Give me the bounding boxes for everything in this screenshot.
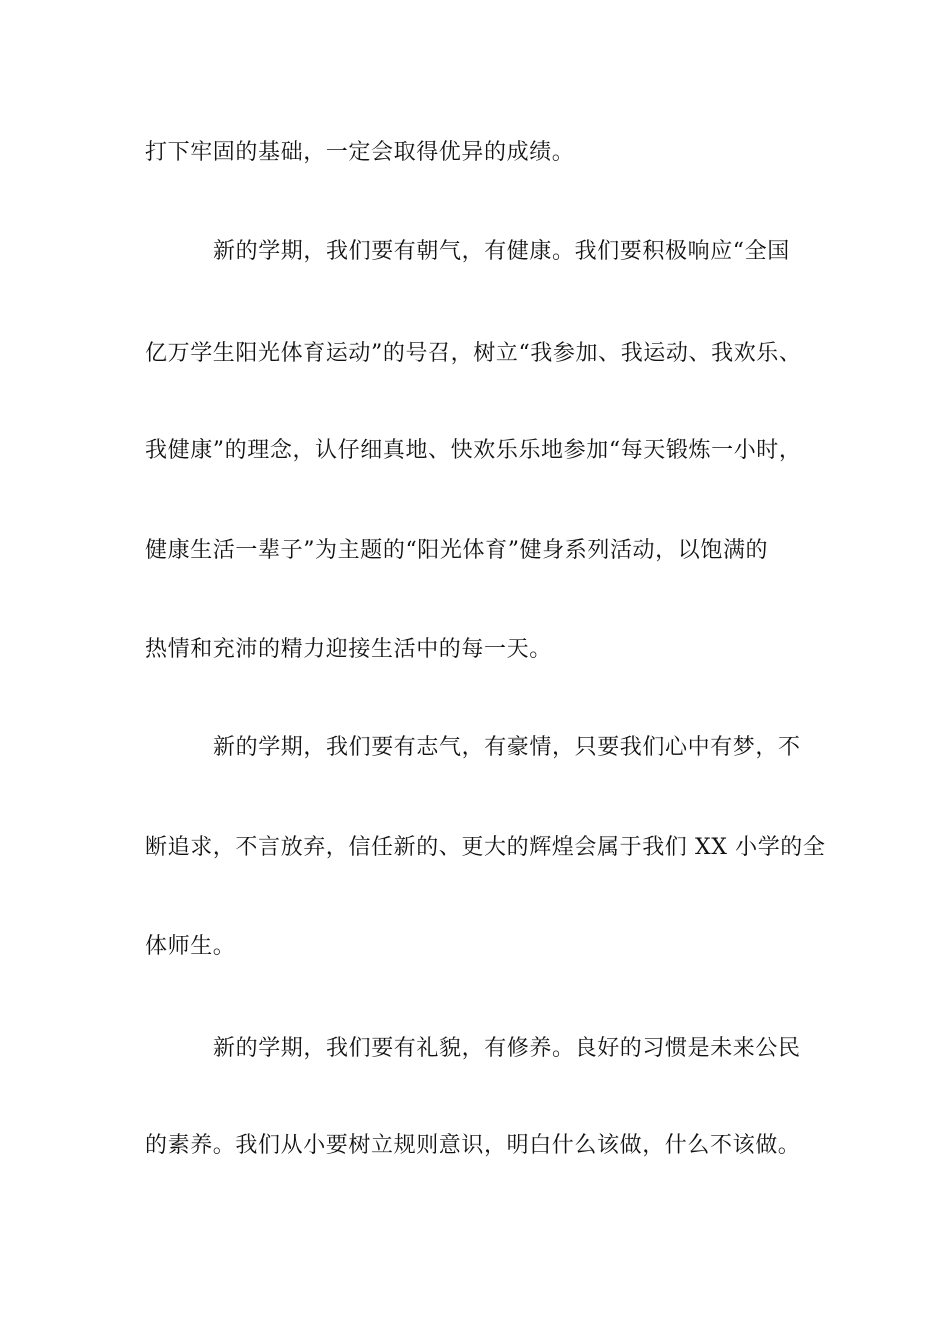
text-line: 我健康”的理念，认仔细真地、快欢乐乐地参加“每天锻炼一小时， xyxy=(145,438,802,463)
text-line: 断追求，不言放弃，信任新的、更大的辉煌会属于我们 XX 小学的全 xyxy=(145,835,826,860)
paragraph-first-line: 新的学期，我们要有志气，有豪情，只要我们心中有梦，不 xyxy=(213,735,801,760)
paragraph-first-line: 新的学期，我们要有朝气，有健康。我们要积极响应“全国 xyxy=(213,239,790,264)
text-line: 的素养。我们从小要树立规则意识，明白什么该做，什么不该做。 xyxy=(145,1133,801,1158)
text-line: 打下牢固的基础，一定会取得优异的成绩。 xyxy=(145,140,575,165)
text-line: 健康生活一辈子”为主题的“阳光体育”健身系列活动，以饱满的 xyxy=(145,538,769,563)
text-line: 亿万学生阳光体育运动”的号召，树立“我参加、我运动、我欢乐、 xyxy=(145,341,802,366)
paragraph-first-line: 新的学期，我们要有礼貌，有修养。良好的习惯是未来公民 xyxy=(213,1036,801,1061)
text-line: 热情和充沛的精力迎接生活中的每一天。 xyxy=(145,637,552,662)
text-line: 体师生。 xyxy=(145,934,236,959)
